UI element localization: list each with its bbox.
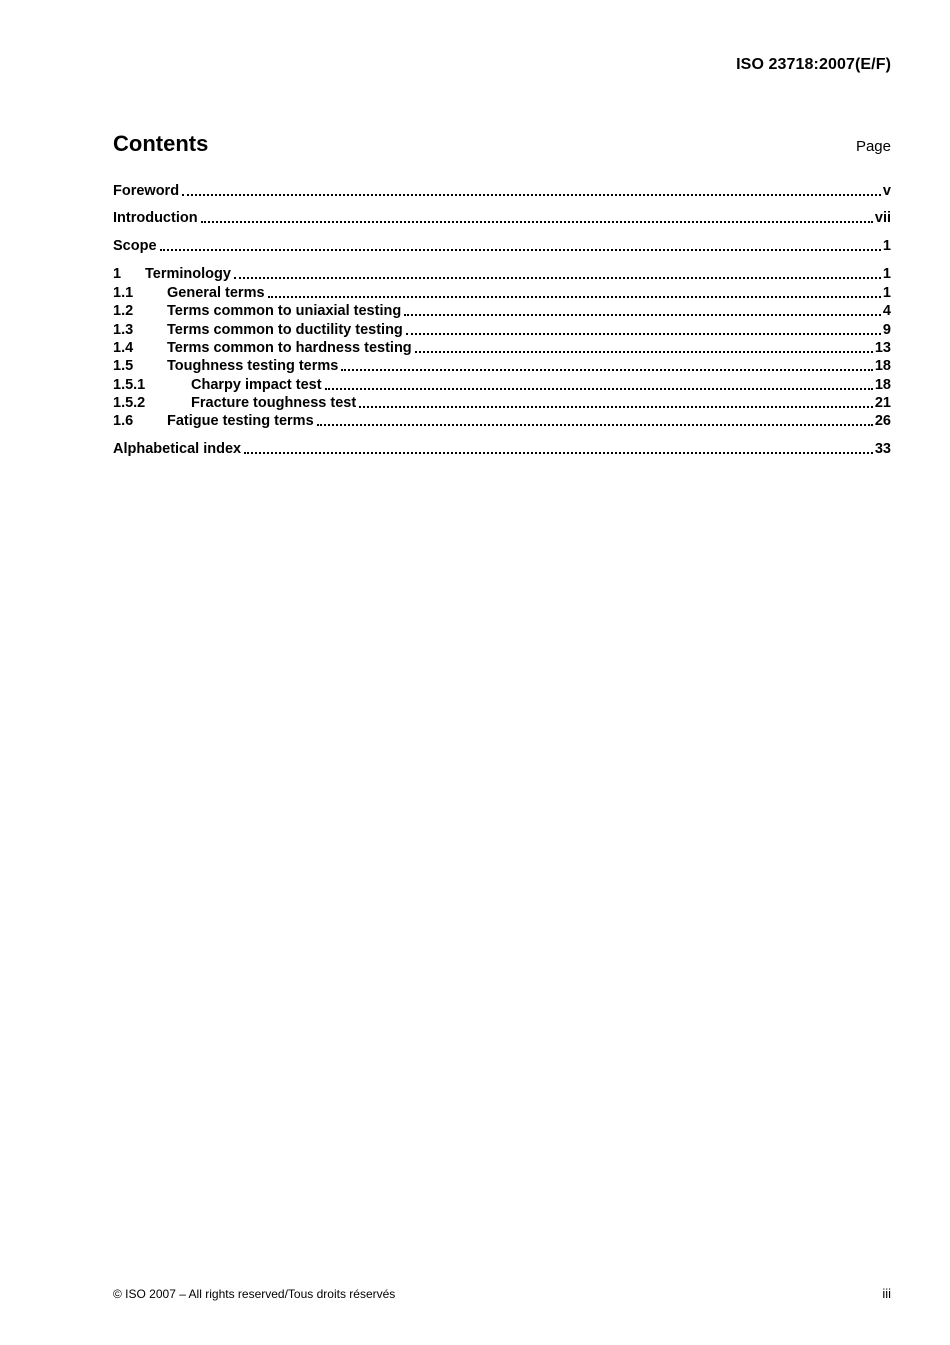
toc-entry-page: 9	[882, 322, 891, 338]
leader-dots	[404, 314, 881, 316]
toc-entry-title: Fracture toughness test	[191, 395, 357, 411]
leader-dots	[325, 388, 873, 390]
toc-entry-scope[interactable]	[113, 237, 891, 255]
contents-heading-row	[113, 131, 891, 157]
toc-entry-number: 1.5.1	[113, 377, 146, 393]
toc-entry-page: 13	[874, 340, 891, 356]
toc-entry-title: Terminology	[145, 266, 231, 282]
toc-entry-number: 1.4	[113, 340, 134, 356]
toc-entry-number: 1	[113, 266, 122, 282]
toc-entry-page: 18	[874, 377, 891, 393]
toc-entry-page: 1	[882, 285, 891, 301]
toc-entry-page: 4	[882, 303, 891, 319]
toc-entry-page: vii	[874, 210, 891, 226]
toc-entry-number: 1.6	[113, 413, 134, 429]
toc-entry-page: v	[882, 183, 891, 199]
footer-copyright: © ISO 2007 – All rights reserved/Tous droits réservés	[113, 1287, 396, 1301]
toc-entry-title: Terms common to hardness testing	[167, 340, 412, 356]
toc-entry-charpy-impact-test[interactable]	[113, 376, 891, 394]
toc-entry-number: 1.5.2	[113, 395, 146, 411]
toc-entry-alphabetical-index[interactable]	[113, 440, 891, 458]
leader-dots	[406, 333, 881, 335]
leader-dots	[317, 424, 873, 426]
leader-dots	[341, 369, 873, 371]
toc-entry-introduction[interactable]	[113, 209, 891, 227]
leader-dots	[415, 351, 873, 353]
toc-entry-title: Alphabetical index	[113, 441, 242, 457]
toc-entry-title: Fatigue testing terms	[167, 413, 314, 429]
toc-entry-title: Foreword	[113, 183, 180, 199]
leader-dots	[244, 452, 873, 454]
toc-entry-fatigue-testing[interactable]	[113, 412, 891, 430]
toc-entry-uniaxial-testing[interactable]	[113, 302, 891, 320]
toc-entry-page: 1	[882, 238, 891, 254]
toc-entry-terminology[interactable]	[113, 265, 891, 283]
toc-entry-page: 18	[874, 358, 891, 374]
toc-entry-title: Terms common to ductility testing	[167, 322, 403, 338]
toc-entry-title: Introduction	[113, 210, 198, 226]
toc-entry-page: 26	[874, 413, 891, 429]
toc-entry-number: 1.1	[113, 285, 134, 301]
toc-entry-title: Charpy impact test	[191, 377, 322, 393]
toc-entry-general-terms[interactable]	[113, 284, 891, 302]
toc-entry-foreword[interactable]	[113, 182, 891, 200]
toc-entry-title: General terms	[167, 285, 265, 301]
toc-entry-number: 1.2	[113, 303, 134, 319]
toc-entry-page: 21	[874, 395, 891, 411]
toc-entry-number: 1.5	[113, 358, 134, 374]
contents-title: Contents	[113, 131, 209, 156]
document-id: ISO 23718:2007(E/F)	[736, 56, 891, 73]
leader-dots	[359, 406, 873, 408]
leader-dots	[160, 249, 881, 251]
toc-entry-title: Toughness testing terms	[167, 358, 339, 374]
page-column-label: Page	[855, 138, 891, 155]
toc-entry-title: Scope	[113, 238, 157, 254]
toc-entry-toughness-testing[interactable]	[113, 357, 891, 375]
leader-dots	[234, 277, 881, 279]
leader-dots	[201, 221, 873, 223]
footer-page-number: iii	[882, 1286, 891, 1301]
toc-entry-page: 33	[874, 441, 891, 457]
toc-entry-hardness-testing[interactable]	[113, 339, 891, 357]
leader-dots	[182, 194, 881, 196]
toc-entry-fracture-toughness-test[interactable]	[113, 394, 891, 412]
toc-entry-ductility-testing[interactable]	[113, 321, 891, 339]
toc-entry-number: 1.3	[113, 322, 134, 338]
toc-entry-title: Terms common to uniaxial testing	[167, 303, 402, 319]
toc-entry-page: 1	[882, 266, 891, 282]
leader-dots	[268, 296, 881, 298]
